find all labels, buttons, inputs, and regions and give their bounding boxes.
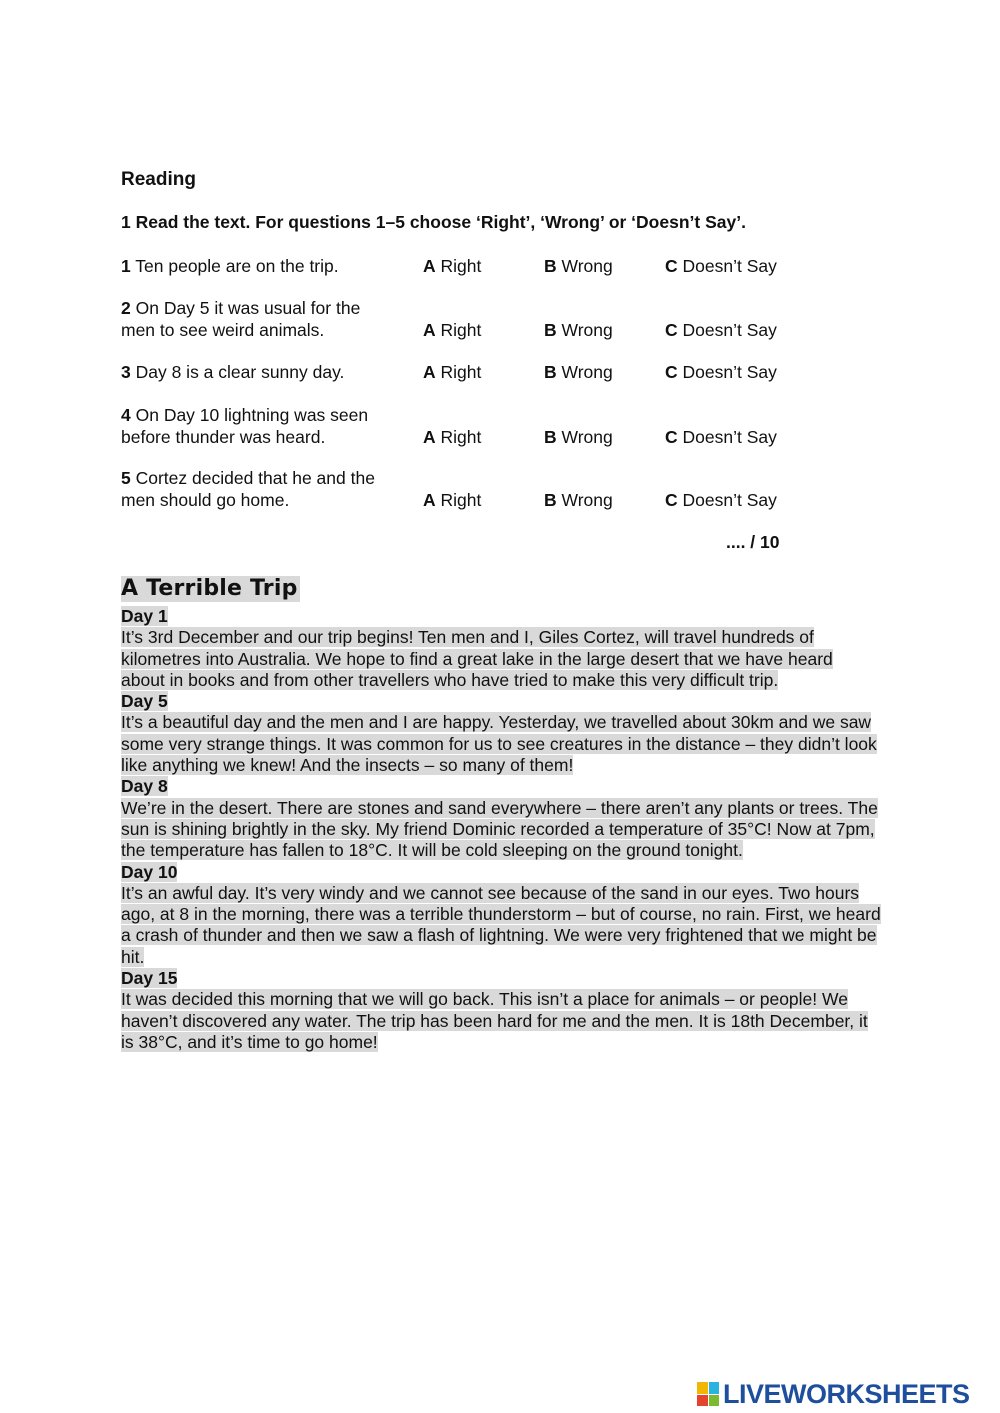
- day-paragraph: It’s a beautiful day and the men and I are happy. Yesterday, we travelled about 30km and we saw some very strange things. It was common for us to see creatures in the distance – they didn’t look like anything we knew! And the insects – so many of them!: [121, 712, 877, 776]
- option-c[interactable]: C Doesn’t Say: [665, 490, 777, 510]
- question-text: 2 On Day 5 it was usual for the men to see weird animals.: [121, 298, 361, 340]
- option-a[interactable]: A Right: [423, 320, 482, 340]
- question-row: [121, 255, 801, 277]
- question-text: 5 Cortez decided that he and the men should go home.: [121, 468, 375, 510]
- section-title: Reading: [121, 169, 196, 190]
- day-paragraph: We’re in the desert. There are stones and sand everywhere – there aren’t any plants or trees. The sun is shining brightly in the sky. My friend Dominic recorded a temperature of 35°C! Now at 7pm, the temperature has fallen to 18°C. It will be cold sleeping on the ground tonight.: [121, 797, 878, 861]
- day-paragraph: It’s an awful day. It’s very windy and we cannot see because of the sand in our eyes. Two hours ago, at 8 in the morning, there was a terrible thunderstorm – but of course, no rain. First, we heard a crash of thunder and then we saw a flash of lightning. We were very frightened that we might be hit.: [121, 882, 881, 967]
- day-heading: Day 10: [121, 861, 178, 882]
- logo-text: LIVEWORKSHEETS: [723, 1378, 970, 1409]
- option-b[interactable]: B Wrong: [544, 320, 613, 340]
- option-c[interactable]: C Doesn’t Say: [665, 256, 777, 276]
- day-heading: Day 8: [121, 776, 168, 797]
- question-text: 1 Ten people are on the trip.: [121, 256, 339, 276]
- day-heading: Day 15: [121, 968, 178, 989]
- score: .... / 10: [726, 532, 780, 552]
- option-b[interactable]: B Wrong: [544, 362, 613, 382]
- option-c[interactable]: C Doesn’t Say: [665, 320, 777, 340]
- logo-mark-icon: [697, 1382, 719, 1406]
- question-row: [121, 297, 801, 341]
- question-row: [121, 361, 801, 383]
- option-a[interactable]: A Right: [423, 256, 482, 276]
- day-heading: Day 5: [121, 691, 168, 712]
- day-heading: Day 1: [121, 606, 168, 626]
- instruction: 1 Read the text. For questions 1–5 choose ‘Right’, ‘Wrong’ or ‘Doesn’t Say’.: [121, 212, 746, 232]
- question-row: [121, 467, 801, 511]
- option-a[interactable]: A Right: [423, 490, 482, 510]
- option-c[interactable]: C Doesn’t Say: [665, 427, 777, 447]
- story-title: A Terrible Trip: [121, 576, 298, 601]
- day-paragraph: It was decided this morning that we will go back. This isn’t a place for animals – or people! We haven’t discovered any water. The trip has been hard for me and the men. It is 18th December, it is 38°C, and it’s time to go home!: [121, 989, 868, 1052]
- option-b[interactable]: B Wrong: [544, 490, 613, 510]
- option-c[interactable]: C Doesn’t Say: [665, 362, 777, 382]
- option-a[interactable]: A Right: [423, 362, 482, 382]
- option-b[interactable]: B Wrong: [544, 256, 613, 276]
- question-text: 4 On Day 10 lightning was seen before thunder was heard.: [121, 405, 369, 447]
- question-text: 3 Day 8 is a clear sunny day.: [121, 362, 345, 382]
- question-row: [121, 404, 801, 448]
- option-a[interactable]: A Right: [423, 427, 482, 447]
- option-b[interactable]: B Wrong: [544, 427, 613, 447]
- story-text: [121, 606, 881, 1053]
- liveworksheets-logo: [697, 1378, 970, 1410]
- day-paragraph: It’s 3rd December and our trip begins! Ten men and I, Giles Cortez, will travel hundreds of kilometres into Australia. We hope to find a great lake in the large desert that we have heard about in books and from other travellers who have tried to make this very difficult trip.: [121, 627, 833, 690]
